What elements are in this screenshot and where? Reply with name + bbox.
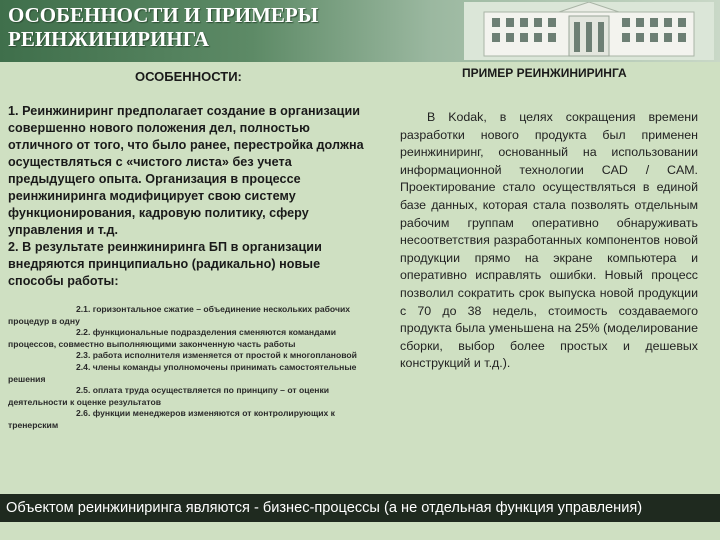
example-heading: ПРИМЕР РЕИНЖИНИРИНГА	[462, 66, 627, 80]
building-image	[464, 2, 714, 60]
list-item: 2.4. члены команды уполномочены принимать самостоятельные решения	[8, 361, 357, 384]
example-text: В Kodak, в целях сокращения времени разработки нового продукта был применен реинжиниринг, основанный на использовании информационной технологии CAD / CAM. Проектирование стало осуществляться в единой базе данных, которая стала позволять отдельным рабочим группам оперативно обнаруживать несоответствия разработанных компонентов новой продукции прямо на экране компьютера и оперативно исправлять ошибки. Новый процесс позволил сократить срок выпуска новой продукции с 70 до 38 недель, стоимость создаваемого продукта была уменьшена на 25% (моделирование сборки, выбор более простых и дешевых конструкций и т.д.).	[400, 110, 698, 371]
slide-title: ОСОБЕННОСТИ И ПРИМЕРЫ РЕИНЖИНИРИНГА	[8, 3, 319, 51]
features-heading: ОСОБЕННОСТИ:	[135, 69, 242, 84]
list-item: 2.6. функции менеджеров изменяются от контролирующих к тренерским	[8, 408, 335, 430]
list-item: 2.5. оплата труда осуществляется по принципу – от оценки деятельности к оценке результатов	[8, 385, 330, 407]
list-item: 2.3. работа исполнителя изменяется от простой к многоплановой	[76, 350, 357, 361]
footer-banner: Объектом реинжиниринга являются - бизнес-процессы (а не отдельная функция управления)	[0, 494, 720, 522]
feature-point-1: 1. Реинжиниринг предполагает создание в организации совершенно нового положения дел, полностью отличного от того, что было ранее, перестройка должна осуществляться с «чистого листа» без учета предыдущего опыта. Организация в процессе реинжиниринга модифицирует свою систему функционирования, кадровую политику, сферу управления и т.д.	[8, 104, 364, 237]
list-item: 2.2. функциональные подразделения сменяются командами процессов, совместно выполняющими законченную часть работы	[8, 327, 336, 349]
feature-sub-list	[8, 304, 368, 432]
list-item: 2.1. горизонтальное сжатие – объединение нескольких рабочих процедур в одну	[8, 304, 351, 326]
feature-point-2: 2. В результате реинжиниринга БП в организации внедряются принципиально (радикально) новые способы работы:	[8, 240, 322, 288]
features-text	[8, 103, 378, 290]
slide-header	[0, 0, 720, 62]
